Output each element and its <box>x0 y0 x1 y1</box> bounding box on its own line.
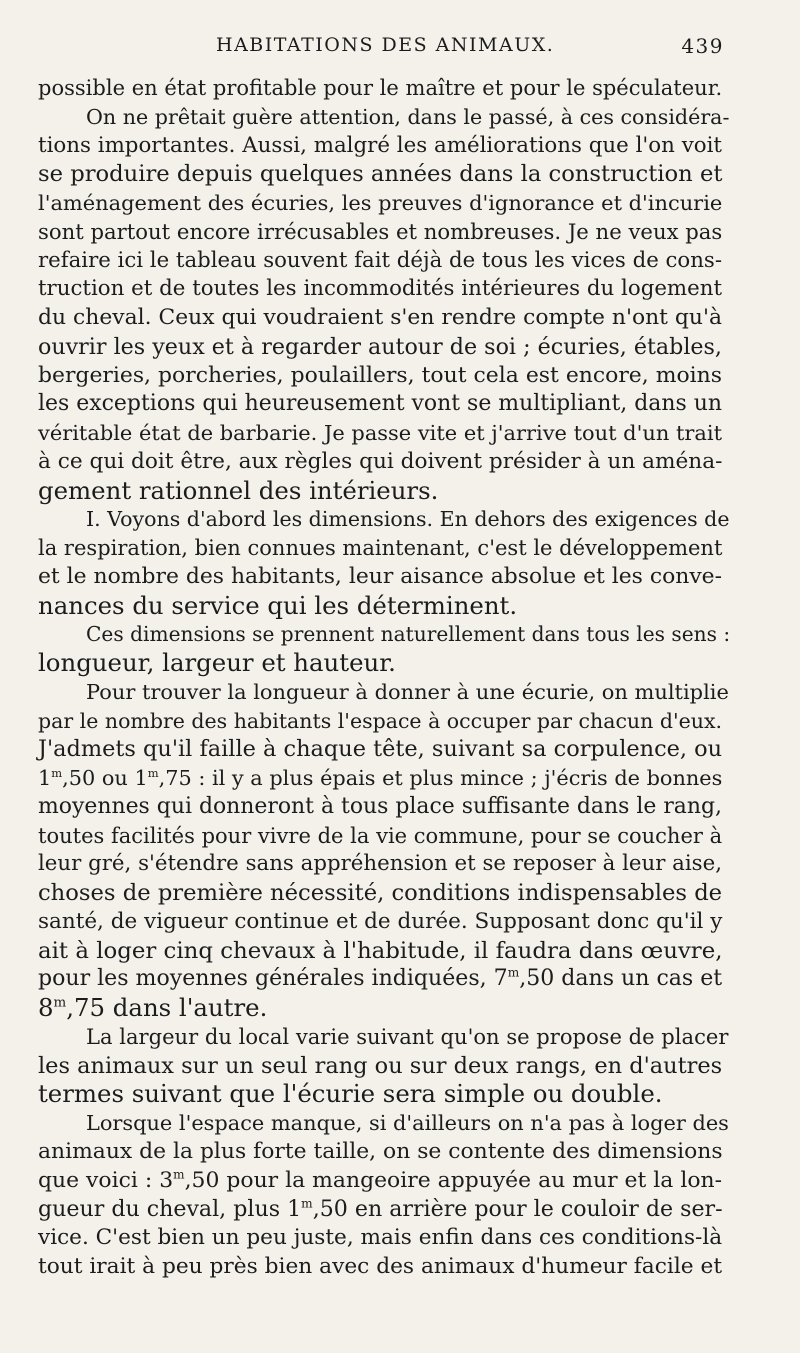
page-header <box>38 30 722 74</box>
paragraph <box>38 505 730 620</box>
text-line: toutes facilités pour vivre de la vie commune, pour se coucher à <box>38 822 723 848</box>
text-line: nances du service qui les déterminent. <box>38 590 518 620</box>
text-line: refaire ici le tableau souvent fait déjà de tous les vices de cons- <box>38 247 722 273</box>
text-line: les animaux sur un seul rang ou sur deux rangs, en d'autres <box>38 1052 723 1079</box>
text-line: animaux de la plus forte taille, on se contente des dimensions <box>38 1138 723 1164</box>
text-line: 8$^m$,75 dans l'autre. <box>38 993 268 1022</box>
text-line: Lorsque l'espace manque, si d'ailleurs on n'a pas à loger des <box>86 1111 729 1135</box>
text-line: termes suivant que l'écurie sera simple ou double. <box>38 1079 663 1109</box>
text-line: sont partout encore irrécusables et nombreuses. Je ne veux pas <box>38 218 723 244</box>
text-line: et le nombre des habitants, leur aisance absolue et les conve- <box>38 563 722 589</box>
text-line: J'admets qu'il faille à chaque tête, suivant sa corpulence, ou <box>38 736 723 763</box>
text-line: santé, de vigueur continue et de durée. Supposant donc qu'il y <box>38 908 723 934</box>
text-line: leur gré, s'étendre sans appréhension et se reposer à leur aise, <box>38 851 722 877</box>
paragraph <box>38 74 722 103</box>
text-line: Ces dimensions se prennent naturellement dans tous les sens : <box>86 622 731 647</box>
page-number: 439 <box>681 34 724 58</box>
text-line: bergeries, porcheries, poulaillers, tout cela est encore, moins <box>38 362 722 388</box>
text-line: tions importantes. Aussi, malgré les améliorations que l'on voit <box>38 132 722 158</box>
text-line: la respiration, bien connues maintenant, c'est le développement <box>38 535 723 560</box>
text-line: truction et de toutes les incommodités intérieures du logement <box>38 276 722 302</box>
text-line: pour les moyennes générales indiquées, 7$^m$,50 dans un cas et <box>38 965 723 992</box>
text-line: tout irait à peu près bien avec des animaux d'humeur facile et <box>38 1253 723 1279</box>
text-line: par le nombre des habitants l'espace à occuper par chacun d'eux. <box>38 708 723 733</box>
body-text <box>38 74 731 1282</box>
paragraph <box>38 678 729 1023</box>
text-line: les exceptions qui heureusement vont se multipliant, dans un <box>38 391 723 417</box>
paragraph <box>38 103 730 506</box>
text-line: On ne prêtait guère attention, dans le passé, à ces considéra- <box>86 104 730 129</box>
paragraph <box>38 1109 729 1282</box>
text-line: gueur du cheval, plus 1$^m$,50 en arrière pour le couloir de ser- <box>38 1196 723 1223</box>
text-line: gement rationnel des intérieurs. <box>38 475 439 505</box>
text-line: Pour trouver la longueur à donner à une écurie, on multiplie <box>86 679 729 704</box>
text-line: I. Voyons d'abord les dimensions. En dehors des exigences de <box>86 507 730 532</box>
text-line: du cheval. Ceux qui voudraient s'en rendre compte n'ont qu'à <box>38 305 722 330</box>
text-line: longueur, largeur et hauteur. <box>38 648 396 677</box>
paragraph <box>38 1023 729 1109</box>
text-line: l'aménagement des écuries, les preuves d'ignorance et d'incurie <box>38 191 723 215</box>
text-line: possible en état profitable pour le maître et pour le spéculateur. <box>38 75 723 100</box>
running-head: HABITATIONS DES ANIMAUX. <box>216 34 555 56</box>
text-line: moyennes qui donneront à tous place suffisante dans le rang, <box>38 793 722 819</box>
text-line: que voici : 3$^m$,50 pour la mangeoire appuyée au mur et la lon- <box>38 1167 722 1193</box>
text-line: 1$^m$,50 ou 1$^m$,75 : il y a plus épais et plus mince ; j'écris de bonnes <box>38 765 723 790</box>
text-line: véritable état de barbarie. Je passe vite et j'arrive tout d'un trait <box>38 421 722 445</box>
text-line: La largeur du local varie suivant qu'on se propose de placer <box>86 1023 729 1049</box>
text-line: ait à loger cinq chevaux à l'habitude, il faudra dans œuvre, <box>38 937 723 964</box>
text-line: choses de première nécessité, conditions indispensables de <box>38 880 723 906</box>
text-line: se produire depuis quelques années dans la construction et <box>38 161 723 188</box>
text-line: ouvrir les yeux et à regarder autour de soi ; écuries, étables, <box>38 333 722 360</box>
text-line: à ce qui doit être, aux règles qui doivent présider à un aména- <box>38 448 723 474</box>
paragraph <box>38 620 731 678</box>
text-line: vice. C'est bien un peu juste, mais enfin dans ces conditions-là <box>38 1225 723 1250</box>
